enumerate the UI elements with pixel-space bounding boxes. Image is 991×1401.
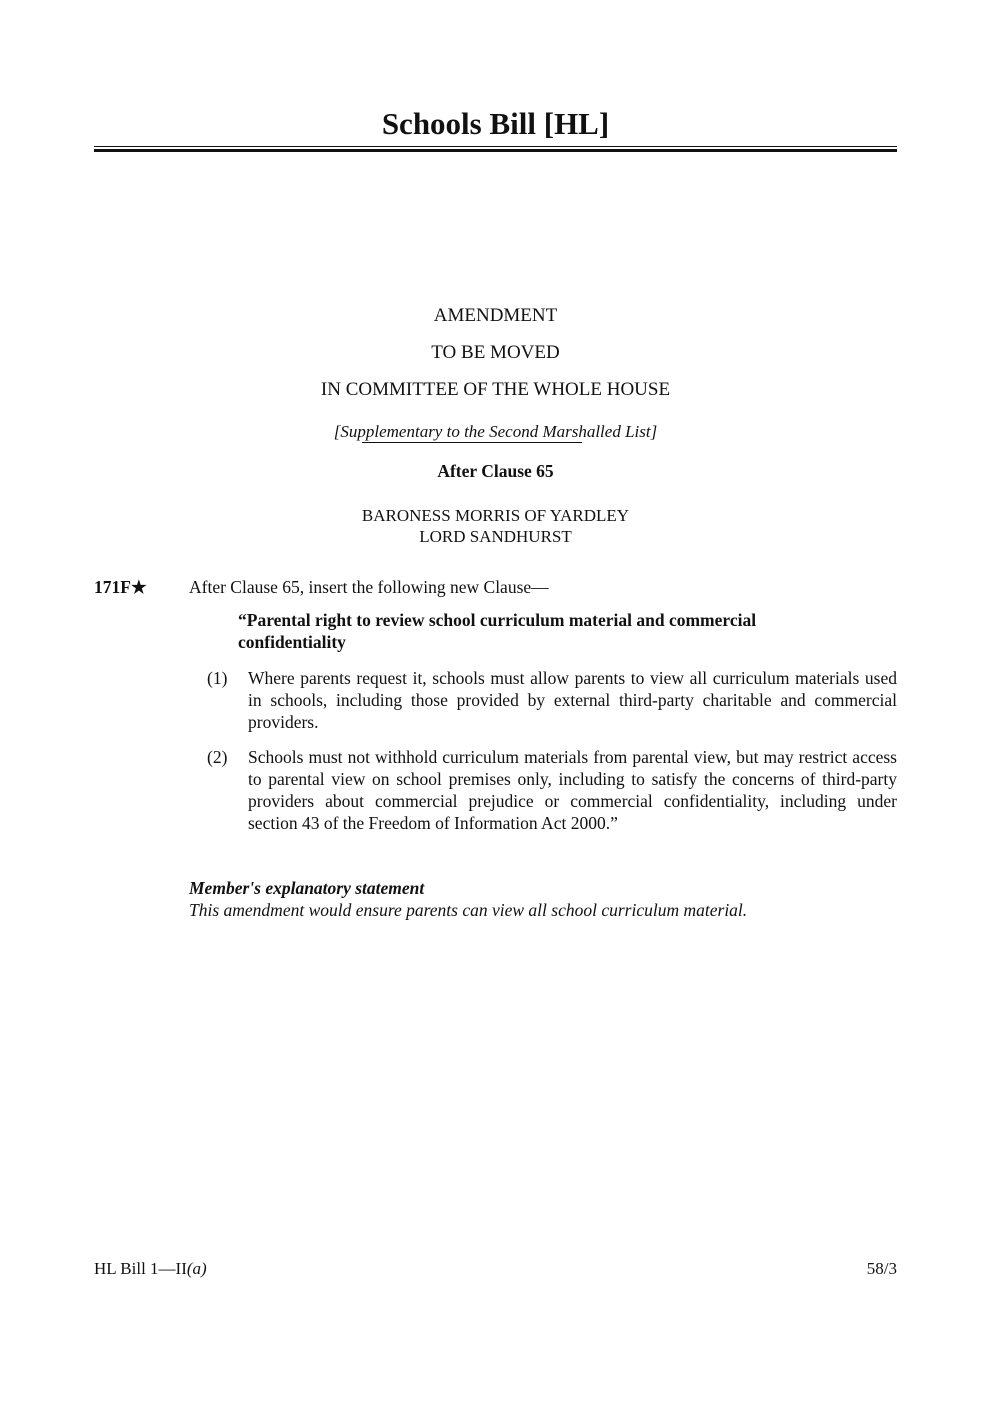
committee-label: IN COMMITTEE OF THE WHOLE HOUSE (320, 379, 671, 400)
supplementary-note: [Supplementary to the Second Marshalled List] (333, 422, 658, 441)
supplementary-underline (362, 442, 582, 443)
clause-position: After Clause 65 (437, 461, 554, 481)
subsection-number: (2) (207, 747, 228, 767)
amendment-number: 171F★ (94, 577, 147, 597)
title-rule-thick (94, 149, 897, 152)
page-reference: 58/3 (866, 1259, 897, 1278)
clause-heading: “Parental right to review school curriculum material and commercial confidentiality (238, 610, 757, 652)
bill-reference-main: HL Bill 1—II (94, 1259, 187, 1278)
bill-reference (94, 1259, 207, 1279)
title-rule-thin (94, 146, 897, 147)
to-be-moved-label: TO BE MOVED (431, 342, 560, 363)
subsection-text: Where parents request it, schools must allow parents to view all curriculum materials used in schools, including those provided by external third-party charitable and commercial providers. (248, 668, 897, 732)
sponsor-name: BARONESS MORRIS OF YARDLEY (361, 506, 630, 525)
document-title: Schools Bill [HL] (381, 106, 610, 141)
subsection-text: Schools must not withhold curriculum materials from parental view, but may restrict access to parental view on school premises only, including to satisfy the concerns of third-party providers about commercial prejudice or commercial confidentiality, including under section 43 of the Freedom of Information Act 2000.” (248, 747, 897, 833)
sponsor-name: LORD SANDHURST (419, 527, 572, 546)
amendment-instruction: After Clause 65, insert the following new Clause— (189, 577, 549, 597)
amendment-label: AMENDMENT (433, 305, 558, 326)
bill-reference-suffix: (a) (186, 1259, 207, 1278)
explanatory-text: This amendment would ensure parents can view all school curriculum material. (189, 900, 748, 920)
subsection-number: (1) (207, 668, 228, 688)
explanatory-heading: Member's explanatory statement (189, 878, 425, 898)
